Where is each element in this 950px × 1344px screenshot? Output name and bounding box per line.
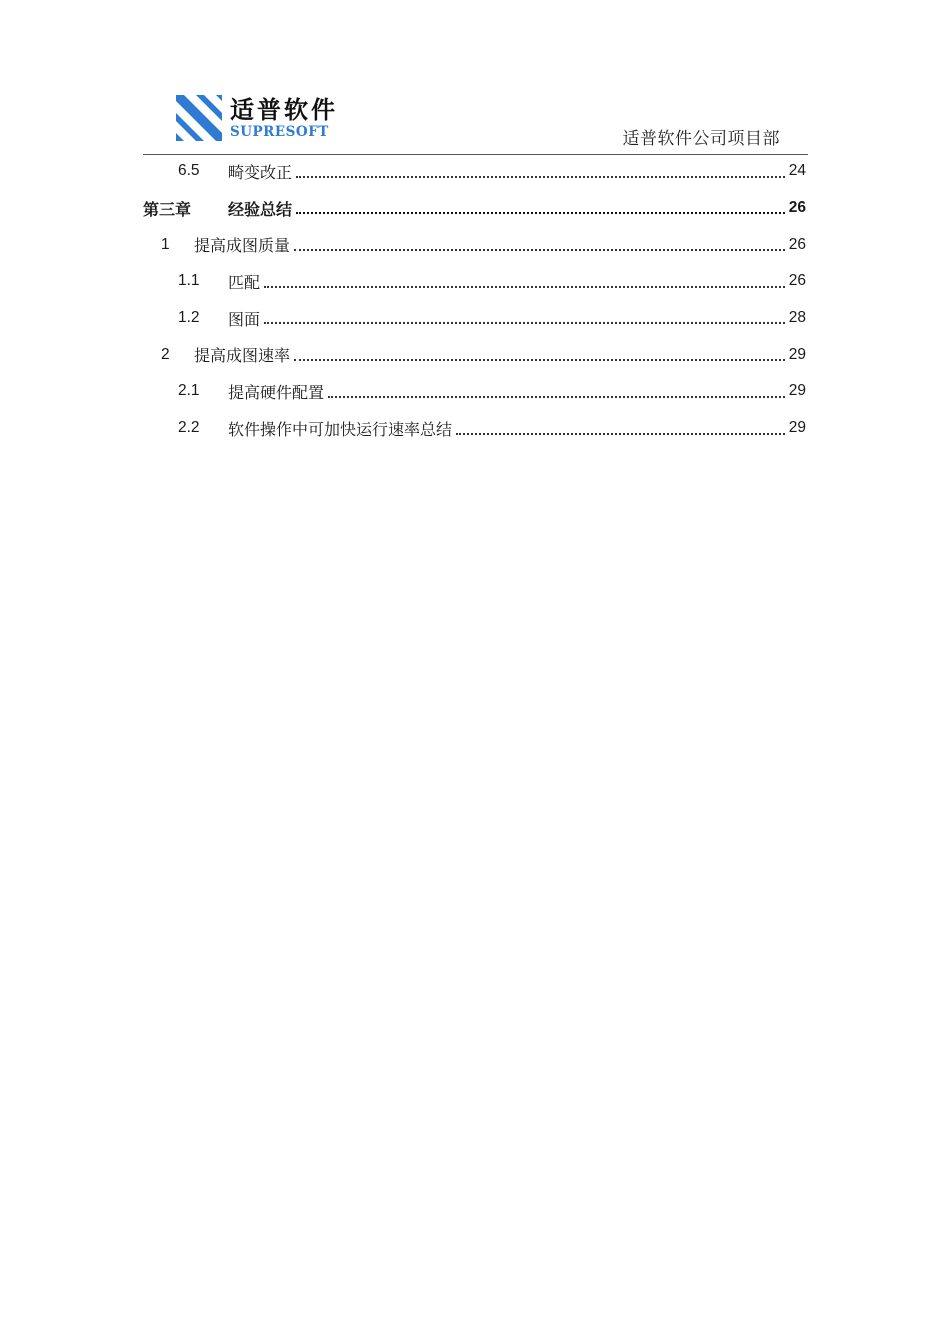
toc-entry-page-number: 26 xyxy=(788,235,806,253)
toc-entry-number: 6.5 xyxy=(178,162,230,180)
leader-dots xyxy=(296,212,785,214)
toc-entry-number: 2.1 xyxy=(178,382,230,400)
toc-entry-title: 提高硬件配置 xyxy=(228,380,326,403)
toc-entry-number: 1.1 xyxy=(178,272,230,290)
toc-entry-title: 图面 xyxy=(228,307,262,330)
toc-entry[interactable] xyxy=(143,336,806,373)
toc-entry-number: 1 xyxy=(161,236,193,254)
toc-entry-title: 经验总结 xyxy=(228,197,294,220)
toc-entry-page-number: 26 xyxy=(788,272,806,290)
leader-dots xyxy=(264,322,785,324)
leader-dots xyxy=(294,359,785,361)
toc-entry[interactable] xyxy=(143,263,806,300)
toc-entry-title: 提高成图质量 xyxy=(194,233,292,256)
toc-entry-page-number: 29 xyxy=(788,382,806,400)
leader-dots xyxy=(328,396,785,398)
toc-entry[interactable] xyxy=(143,190,806,227)
toc-entry-number: 第三章 xyxy=(143,197,193,220)
leader-dots xyxy=(294,249,785,251)
toc-entry-title: 提高成图速率 xyxy=(194,343,292,366)
toc-entry-page-number: 29 xyxy=(788,419,806,437)
toc-entry-number: 1.2 xyxy=(178,309,230,327)
toc-entry-page-number: 29 xyxy=(788,345,806,363)
toc-entry-number: 2.2 xyxy=(178,419,230,437)
leader-dots xyxy=(264,286,785,288)
toc-entry[interactable] xyxy=(143,226,806,263)
logo-english-name: SUPRESOFT xyxy=(230,124,329,140)
toc-entry[interactable] xyxy=(143,300,806,337)
toc-entry-title: 畸变改正 xyxy=(228,160,294,183)
toc-entry[interactable] xyxy=(143,373,806,410)
table-of-contents xyxy=(143,153,806,447)
toc-entry-page-number: 26 xyxy=(788,199,806,217)
supresoft-logo-icon xyxy=(176,95,222,141)
toc-entry-title: 软件操作中可加快运行速率总结 xyxy=(228,417,454,440)
leader-dots xyxy=(456,433,785,435)
company-logo xyxy=(176,95,338,141)
toc-entry-page-number: 24 xyxy=(788,162,806,180)
toc-entry[interactable] xyxy=(143,153,806,190)
department-name: 适普软件公司项目部 xyxy=(622,129,780,149)
leader-dots xyxy=(296,176,785,178)
toc-entry[interactable] xyxy=(143,410,806,447)
logo-chinese-name: 适普软件 xyxy=(230,96,338,124)
toc-entry-page-number: 28 xyxy=(788,309,806,327)
page-header xyxy=(143,92,808,155)
toc-entry-number: 2 xyxy=(161,346,193,364)
toc-entry-title: 匹配 xyxy=(228,270,262,293)
